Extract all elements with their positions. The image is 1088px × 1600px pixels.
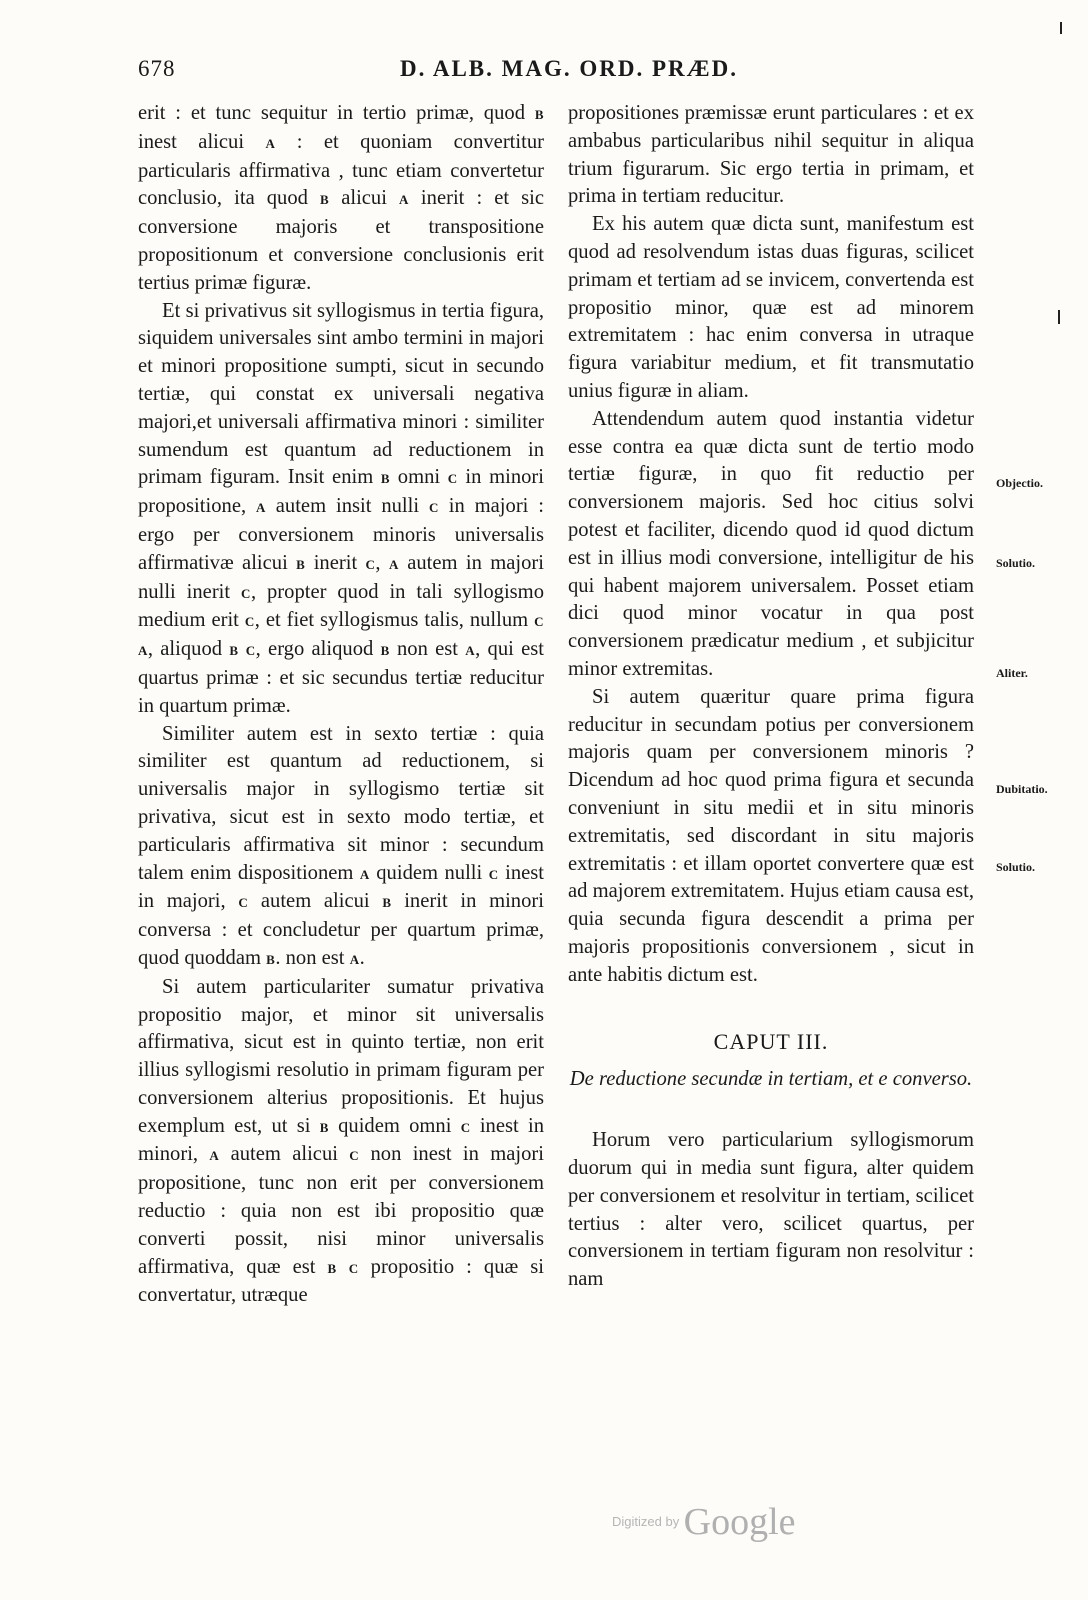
scan-mark: [1058, 310, 1060, 324]
paragraph: erit : et tunc sequitur in tertio primæ, quod B inest alicui A : et quoniam convertitur particularis affirmativa , tunc etiam convertetur conclusio, ita quod B alicui A inerit : et sic conversione majoris et transpositione propositionum et conversione conclusionis erit tertius primæ figuræ.: [138, 102, 544, 294]
running-title: D. ALB. MAG. ORD. PRÆD.: [400, 56, 738, 81]
paragraph: propositiones præmissæ erunt particulares : et ex ambabus particularibus nihil sequitur in aliqua trium figurarum. Sic ergo tertia in primam, et prima in tertiam reducitur.: [568, 102, 974, 208]
right-column-text: [568, 100, 974, 990]
right-column: [568, 100, 974, 1294]
digitization-watermark: [612, 1500, 796, 1544]
page-number: 678: [138, 56, 176, 81]
paragraph: Et si privativus sit syllogismus in tertia figura, siquidem universales sint ambo termini in majori et minori propositione sumpti, sicut in secundo tertiæ, qui constat ex universali negativa majori,et universali affirmativa minori : similiter sumendum est quantum ad reductionem in primam figuram. Insit enim B omni C in minori propositione, A autem insit nulli C in majori : ergo per conversionem minoris universalis affirmativæ alicui B inerit C, A autem in majori nulli inerit C, propter quod in tali syllogismo medium erit C, et fiet syllogismus talis, nullum C A, aliquod B C, ergo aliquod B non est A, qui est quartus primæ : et sic secundus tertiæ reducitur in quartum primæ.: [138, 299, 545, 717]
left-column: [138, 100, 544, 1310]
margin-note-solutio: Solutio.: [996, 556, 1036, 570]
margin-note-aliter: Aliter.: [996, 666, 1028, 680]
margin-note-solutio-2: Solutio.: [996, 860, 1036, 874]
scan-mark: [1060, 22, 1062, 34]
paragraph: Similiter autem est in sexto tertiæ : quia similiter est quantum ad reductionem, si universalis major in syllogismo tertiæ sit privativa, sicut est in sexto modo tertiæ, et particularis affirmativa sit minor : secundum talem enim dispositionem A quidem nulli C inest in majori, C autem alicui B inerit in minori conversa : et concludetur per quartum primæ, quod quoddam B. non est A.: [138, 722, 544, 969]
margin-note-dubitatio: Dubitatio.: [996, 782, 1048, 796]
watermark-logo: Google: [683, 1501, 796, 1543]
chapter-subtitle: De reductione secundæ in tertiam, et e converso.: [569, 1068, 973, 1091]
chapter-body-text: [568, 1127, 974, 1294]
paragraph: Horum vero particularium syllogismorum duorum qui in media sunt figura, alter quidem per conversionem et resolvitur in tertiam, scilicet tertius : alter vero, scilicet quartus, per conversionem in tertiam figuram non resolvitur : nam: [568, 1129, 974, 1291]
paragraph: Ex his autem quæ dicta sunt, manifestum est quod ad resolvendum istas duas figuras, scilicet primam et tertiam ad se invicem, convertenda est propositio minor, quæ est ad minorem extremitatem : hac enim conversa in utraque figura variabitur medium, et fit transmutatio unius figuræ in aliam.: [568, 213, 974, 402]
paragraph: Si autem particulariter sumatur privativa propositio major, et minor sit universalis affirmativa, sicut est in quinto tertiæ, non erit illius syllogismi resolutio in primam figuram per conversionem alterius propositionis. Et hujus exemplum est, ut si B quidem omni C inest in minori, A autem alicui C non inest in majori propositione, tunc non erit per conversionem reductio : quia non est ibi propositio quæ converti possit, nisi minor universalis affirmativa, quæ est B C propositio : quæ si convertatur, utræque: [138, 975, 545, 1307]
chapter-heading: CAPUT III.: [713, 1028, 829, 1054]
margin-note-objectio: Objectio.: [996, 476, 1043, 490]
paragraph: Si autem quæritur quare prima figura reducitur in secundam potius per conversionem majoris quam per conversionem minoris ? Dicendum ad hoc quod prima figura et secunda conveniunt in situ medii et in situ minoris extremitatis, sed discordant in situ majoris extremitatis : et illam oportet convertere quæ est ad majorem extremitatem. Hujus etiam causa est, quia secunda figura descendit a prima per majoris propositionis conversionem , sicut in ante habitis dictum est.: [568, 685, 975, 986]
paragraph: Attendendum autem quod instantia videtur esse contra ea quæ dicta sunt de tertio modo tertiæ figuræ, in quo fit reductio per conversionem majoris. Sed hoc citius solvi potest et faciliter, dicendo quod id quod dictum est in illius modi conversione, intelligitur de his qui habent majorem universalem. Posset etiam dici quod minor vocatur in qua post conversionem prædicatur medium , et subjicitur minor extremitas.: [568, 407, 974, 680]
watermark-prefix: Digitized by: [612, 1514, 680, 1529]
running-header: [138, 56, 976, 88]
